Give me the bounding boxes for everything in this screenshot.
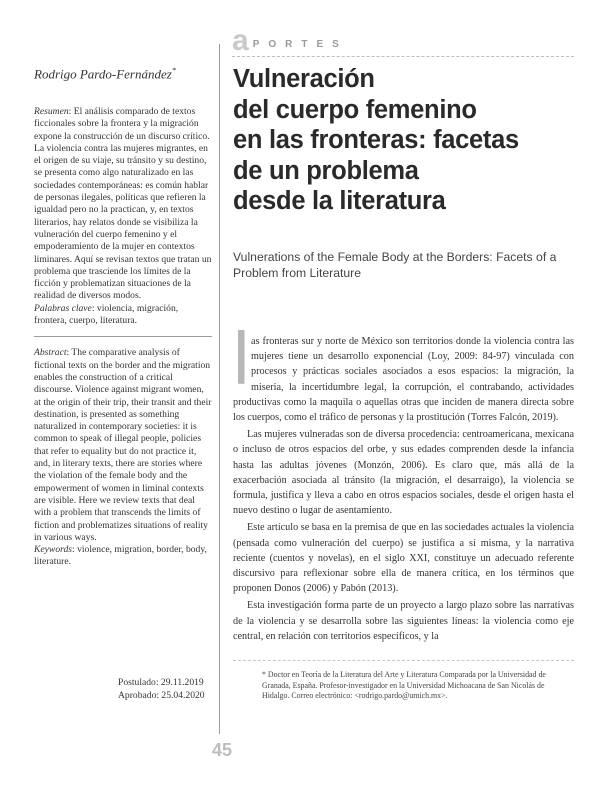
keywords xyxy=(34,544,212,569)
keywords-text: : violence, migration, border, body, literature. xyxy=(34,544,207,568)
drop-cap: l xyxy=(233,317,250,400)
article-subtitle: Vulnerations of the Female Body at the Borders: Facets of a Problem from Literature xyxy=(233,250,557,280)
section-name: PORTES xyxy=(252,38,348,50)
palabras-clave-label: Palabras clave xyxy=(34,302,92,314)
page-number: 45 xyxy=(212,740,233,760)
palabras-clave-text: : violencia, migración, frontera, cuerpo, literatura. xyxy=(34,302,179,327)
resumen-label: Resumen xyxy=(34,106,69,117)
abstract-text: : The comparative analysis of fictional texts on the border and the migration enables the construction of a critical discourse. Violence against migrant women, at the origin of their trip, their transit and their destination, is presented as something naturalized in contemporary societies: it is common to speak of illegal people, policies that refer to equality but do not practice it, and, in literary texts, there are stories where the violation of the female body and the empowerment of women in liminal contexts are visible. Here we review texts that deal with a problem that transcends the limits of fiction and problematizes situations of reality in various ways. xyxy=(34,347,212,543)
header-rule xyxy=(232,56,574,57)
body-paragraph: Esta investigación forma parte de un proyecto a largo plazo sobre las narrativas de la violencia y se desarrolla sobre las siguientes líneas: la violencia como eje central, en relación con territorios específicos, y la xyxy=(233,600,574,642)
footnote-rule xyxy=(233,660,574,661)
title-line: en las fronteras: facetas xyxy=(233,126,519,154)
column-divider xyxy=(219,44,220,734)
section-header xyxy=(232,24,348,57)
body-paragraph: Este artículo se basa en la premisa de que en las sociedades actuales la violencia (pensada como vulneración del cuerpo) se justifica a sí misma, y la narrativa reciente (cuentos y novelas), en el siglo XXI, constituye un adecuado referente discursivo para reflexionar sobre ella de manera crítica, en los términos que proponen Donos (2006) y Pabón (2013). xyxy=(233,522,574,595)
body-paragraph: Las mujeres vulneradas son de diversa procedencia: centroamericana, mexicana o incluso de otros espacios del orbe, y sus edades comprenden desde la infancia hasta las adultas jóvenes (Monzón, 2006). Es claro que, más allá de la exacerbación asociada al tránsito (la migración, el desarraigo), la violencia se formula, justifica y lleva a cabo en otros espacios sociales, desde el origen hasta el nuevo destino o lugar de asentamiento. xyxy=(233,429,574,517)
title-line: desde la literatura xyxy=(233,187,446,215)
palabras-clave xyxy=(34,303,212,328)
resumen-text: : El análisis comparado de textos ficcionales sobre la frontera y la migración expone la construcción de un discurso crítico. La violencia contra las mujeres migrantes, en el origen de su viaje, su tránsito y su destino, se presenta como algo naturalizado en las sociedades contemporáneas: es común hablar de personas ilegales, políticas que refieren la igualdad pero no la practican, y, en textos literarios, hay relatos donde se visibiliza la vulneración del cuerpo femenino y el empoderamiento de la mujer en contextos liminares. Aquí se revisan textos que tratan un problema que trasciende los límites de la ficción y problematizan situaciones de la realidad de diversos modos. xyxy=(34,106,212,302)
title-line: de un problema xyxy=(233,156,419,185)
footnote: * Doctor en Teoría de la Literatura del Arte y Literatura Comparada por la Universidad de Granada, España. Profesor-investigador en la Universidad Michoacana de San Nicolás de Hidalgo. Correo electrónico: <rodrigo.pardo@umich.mx>. xyxy=(262,670,546,700)
title-line: Vulneración xyxy=(233,65,375,93)
paragraph-text: as fronteras sur y norte de México son territorios donde la violencia contra las mujeres tiene un desarrollo exponencial (Loy, 2009: 84-97) vinculada con procesos y prácticas sociales asociados a esos espacios: la migración, la miseria, la incertidumbre legal, la corrupción, el contrabando, actividades productivas como la maquila o aquellas otras que inciden de manera directa sobre los cuerpos, como el tráfico de personas y la prostitución (Torres Falcón, 2019). xyxy=(233,336,574,424)
submitted-date: Postulado: 29.11.2019 xyxy=(118,677,204,688)
abstract-paragraph xyxy=(34,347,212,544)
title-line: del cuerpo femenino xyxy=(233,95,477,124)
body-paragraph xyxy=(233,317,574,425)
resumen-paragraph xyxy=(34,106,212,303)
approved-date: Aprobado: 25.04.2020 xyxy=(118,690,205,701)
abstract-label: Abstract xyxy=(34,347,67,359)
dates xyxy=(118,676,205,702)
section-initial: a xyxy=(232,24,249,57)
article-body xyxy=(233,317,574,644)
author-footnote-mark: * xyxy=(171,66,176,75)
keywords-label: Keywords xyxy=(34,544,73,556)
author-name: Rodrigo Pardo-Fernández xyxy=(34,66,172,82)
author xyxy=(34,66,176,82)
abstract-block xyxy=(34,347,212,568)
abstract-column xyxy=(34,106,212,569)
resumen-block xyxy=(34,106,212,337)
article-title xyxy=(233,64,583,217)
